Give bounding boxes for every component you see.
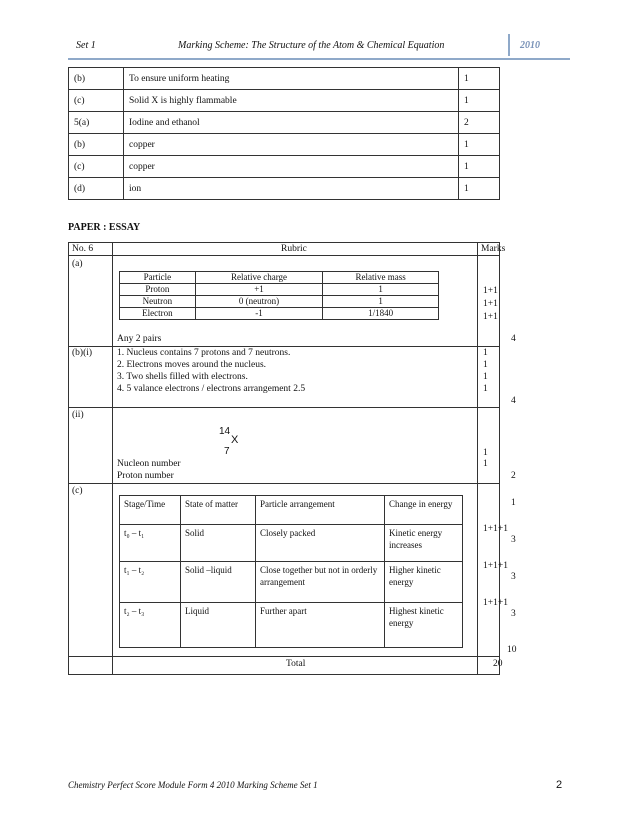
- mark-total: 4: [511, 396, 516, 406]
- rubric-line: 2. Electrons moves around the nucleus.: [117, 360, 267, 370]
- mark-value: 1: [483, 360, 488, 370]
- row-divider: [69, 656, 499, 657]
- table-header: Change in energy: [385, 496, 463, 525]
- table-cell: 0 (neutron): [195, 296, 322, 308]
- answer-mark: 1: [459, 90, 500, 112]
- table-row: [120, 308, 439, 320]
- page-number: 2: [556, 779, 563, 791]
- table-header: Relative charge: [195, 272, 322, 284]
- table-row: [120, 496, 463, 525]
- state-table: [119, 495, 463, 648]
- table-row: [120, 296, 439, 308]
- answer-text: To ensure uniform heating: [124, 68, 459, 90]
- table-cell: t₁ – t₂: [120, 562, 181, 603]
- mass-number: 14: [219, 426, 231, 437]
- table-cell: Solid –liquid: [181, 562, 256, 603]
- table-cell: Highest kinetic energy: [385, 603, 463, 648]
- table-row: [120, 562, 463, 603]
- table-row: [69, 134, 500, 156]
- table-cell: Higher kinetic energy: [385, 562, 463, 603]
- particle-table: [119, 271, 439, 320]
- header-year-box: [508, 34, 572, 56]
- row-divider: [69, 346, 499, 347]
- table-header: Relative mass: [323, 272, 439, 284]
- rubric-note: Any 2 pairs: [117, 334, 162, 344]
- rubric-line: Proton number: [117, 471, 174, 481]
- table-cell: t₀ – t₁: [120, 525, 181, 562]
- table-row: [120, 525, 463, 562]
- column-divider: [112, 243, 113, 674]
- mark-value: 1: [483, 384, 488, 394]
- table-row: [120, 603, 463, 648]
- col-head-rubric: Rubric: [281, 244, 307, 254]
- table-cell: -1: [195, 308, 322, 320]
- mark-total: 4: [511, 334, 516, 344]
- mark-total: 3: [511, 609, 516, 619]
- table-cell: Kinetic energy increases: [385, 525, 463, 562]
- table-cell: 1/1840: [323, 308, 439, 320]
- answer-text: ion: [124, 178, 459, 200]
- question-label-ii: (ii): [72, 410, 84, 420]
- header-rule: [68, 58, 570, 60]
- answer-no: (d): [69, 178, 124, 200]
- total-marks: 20: [493, 659, 503, 669]
- row-divider: [69, 483, 499, 484]
- rubric-line: 3. Two shells filled with electrons.: [117, 372, 248, 382]
- table-row: [69, 178, 500, 200]
- table-cell: Close together but not in orderly arrangement: [256, 562, 385, 603]
- answers-table: [68, 67, 500, 200]
- answer-text: copper: [124, 156, 459, 178]
- rubric-line: 1. Nucleus contains 7 protons and 7 neutrons.: [117, 348, 291, 358]
- question-label-c: (c): [72, 486, 83, 496]
- answer-no: (c): [69, 90, 124, 112]
- table-row: [120, 272, 439, 284]
- header-year: 2010: [520, 40, 540, 51]
- mark-total: 3: [511, 535, 516, 545]
- table-cell: Further apart: [256, 603, 385, 648]
- header-title: Marking Scheme: The Structure of the Atom & Chemical Equation: [178, 40, 445, 51]
- table-cell: Neutron: [120, 296, 196, 308]
- mark-value: 1: [483, 448, 488, 458]
- rubric-line: Nucleon number: [117, 459, 181, 469]
- table-row: [69, 68, 500, 90]
- table-row: [120, 284, 439, 296]
- mark-value: 1: [483, 372, 488, 382]
- mark-value: 1+1+1: [483, 561, 508, 571]
- answer-mark: 2: [459, 112, 500, 134]
- col-head-marks: Marks: [481, 244, 506, 254]
- table-cell: +1: [195, 284, 322, 296]
- total-label: Total: [286, 659, 306, 669]
- mark-value: 1+1: [483, 286, 498, 296]
- table-cell: 1: [323, 296, 439, 308]
- table-cell: t₂ – t₃: [120, 603, 181, 648]
- rubric-line: 4. 5 valance electrons / electrons arrangement 2.5: [117, 384, 306, 394]
- header-set: Set 1: [76, 40, 96, 51]
- table-row: [69, 156, 500, 178]
- mark-value: 1+1: [483, 299, 498, 309]
- mark-total: 10: [507, 645, 517, 655]
- table-cell: Solid: [181, 525, 256, 562]
- page-footer: Chemistry Perfect Score Module Form 4 2010 Marking Scheme Set 1: [68, 780, 318, 790]
- question-label-bi: (b)(i): [72, 348, 93, 358]
- table-cell: Liquid: [181, 603, 256, 648]
- mark-value: 1+1+1: [483, 598, 508, 608]
- table-row: [69, 112, 500, 134]
- answer-mark: 1: [459, 156, 500, 178]
- answer-text: Solid X is highly flammable: [124, 90, 459, 112]
- paper-title: PAPER : ESSAY: [68, 222, 141, 233]
- table-row: [69, 90, 500, 112]
- mark-value: 1+1: [483, 312, 498, 322]
- answer-text: copper: [124, 134, 459, 156]
- mark-total: 2: [511, 471, 516, 481]
- table-header: Stage/Time: [120, 496, 181, 525]
- mark-value: 1: [483, 459, 488, 469]
- answer-mark: 1: [459, 178, 500, 200]
- table-header: Particle: [120, 272, 196, 284]
- table-header: Particle arrangement: [256, 496, 385, 525]
- answer-mark: 1: [459, 134, 500, 156]
- essay-table: [68, 242, 517, 675]
- table-header: State of matter: [181, 496, 256, 525]
- mark-value: 1+1+1: [483, 524, 508, 534]
- row-divider: [69, 407, 499, 408]
- question-label-a: (a): [72, 259, 83, 269]
- mark-value: 1: [511, 498, 516, 508]
- table-cell: 1: [323, 284, 439, 296]
- answer-no: (b): [69, 68, 124, 90]
- answer-no: (c): [69, 156, 124, 178]
- table-cell: Electron: [120, 308, 196, 320]
- element-symbol: X: [231, 434, 239, 446]
- answer-no: 5(a): [69, 112, 124, 134]
- page-header: [68, 34, 570, 58]
- column-divider: [477, 243, 478, 674]
- col-head-no: No. 6: [72, 244, 94, 254]
- answer-text: Iodine and ethanol: [124, 112, 459, 134]
- row-divider: [69, 255, 499, 256]
- answer-mark: 1: [459, 68, 500, 90]
- mark-value: 1: [483, 348, 488, 358]
- atomic-number: 7: [224, 446, 230, 457]
- table-cell: Proton: [120, 284, 196, 296]
- table-cell: Closely packed: [256, 525, 385, 562]
- answer-no: (b): [69, 134, 124, 156]
- mark-total: 3: [511, 572, 516, 582]
